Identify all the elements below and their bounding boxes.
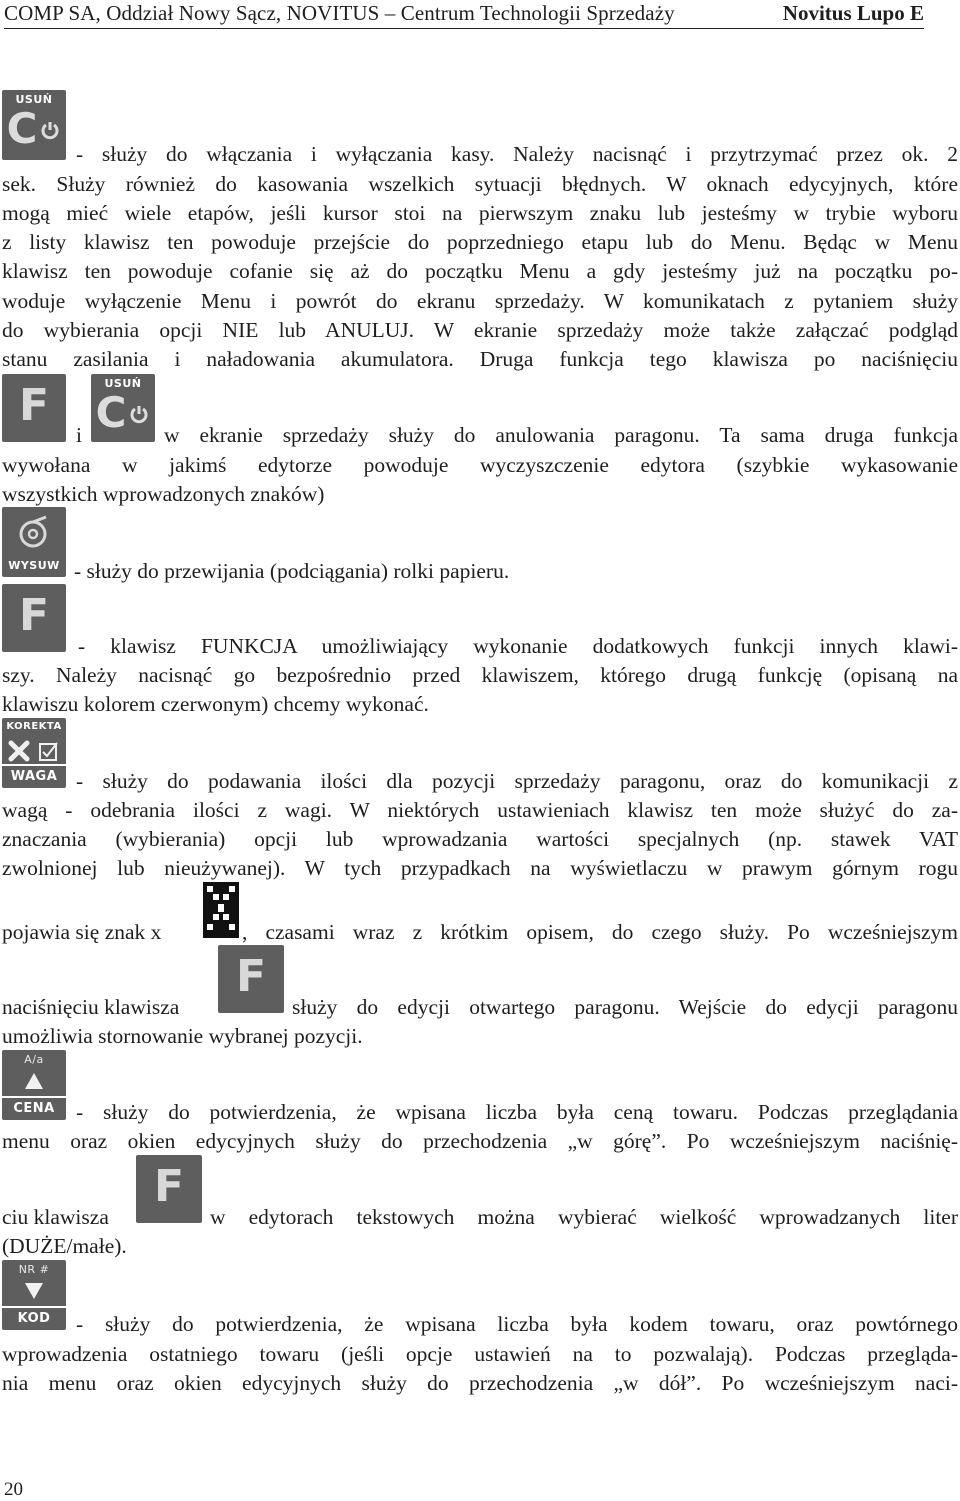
- usun-text-line-3: mogą mieć wiele etapów, jeśli kursor stoi na pierwszym znaku lub jesteśmy w trybie wyboru: [2, 201, 958, 225]
- power-icon: [40, 120, 60, 140]
- cena-text-line-1: - służy do potwierdzenia, że wpisana liczba była ceną towaru. Podczas przeglądania: [76, 1100, 958, 1124]
- waga-end: umożliwia stornowanie wybranej pozycji.: [2, 1024, 363, 1048]
- kod-key-label: KOD: [17, 1311, 51, 1326]
- waga-key: [2, 718, 66, 788]
- funkcja-text-line-1: - klawisz FUNKCJA umożliwiający wykonanie dodatkowych funkcji innych klawi-: [78, 634, 958, 658]
- usun-text-line-7: do wybierania opcji NIE lub ANULUJ. W ekranie sprzedaży może także załączać podgląd: [2, 318, 958, 342]
- kod-text-line-2: wprowadzenia ostatniego towaru (jeśli opcje ustawień na to pozwalają). Podczas przegląda-: [2, 1342, 958, 1366]
- usun-key-inline: [91, 374, 155, 442]
- cena-end: (DUŻE/małe).: [2, 1234, 127, 1258]
- function-key-letter: F: [153, 1161, 185, 1212]
- usun-text-line-2: sek. Służy również do kasowania wszelkich sytuacji błędnych. W oknach edycyjnych, które: [2, 172, 958, 196]
- kod-key-top-label: NR #: [18, 1263, 50, 1276]
- kod-text-line-3: nia menu oraz okien edycyjnych służy do przechodzenia „w dół”. Po wcześniejszym naci-: [2, 1371, 958, 1395]
- waga-x-after: , czasami wraz z krótkim opisem, do czego służy. Po wcześniejszym: [242, 920, 958, 944]
- header-company: COMP SA, Oddział Nowy Sącz, NOVITUS – Centrum Technologii Sprzedaży: [4, 1, 675, 25]
- cena-key-top-label: A/a: [24, 1053, 44, 1066]
- cena-f-before: ciu klawisza: [2, 1205, 109, 1229]
- funkcja-text-line-2: szy. Należy nacisnąć go bezpośrednio przed klawiszem, którego drugą funkcję (opisaną na: [2, 663, 958, 687]
- usun-cont-line-1: w ekranie sprzedaży służy do anulowania paragonu. Ta sama druga funkcja: [164, 423, 958, 447]
- korekta-key-label: KOREKTA: [6, 721, 62, 732]
- page-header: [4, 0, 924, 29]
- down-arrow-icon: [24, 1282, 44, 1300]
- cross-icon: [8, 740, 30, 762]
- usun-text-line-6: woduje wyłączenie Menu i powrót do ekranu sprzedaży. W komunikatach z pytaniem służy: [2, 289, 958, 313]
- kod-text-line-1: - służy do potwierdzenia, że wpisana liczba była kodem towaru, oraz powtórnego: [76, 1312, 958, 1336]
- usun-text-line-8: stanu zasilania i naładowania akumulatora. Druga funkcja tego klawisza po naciśnięciu: [2, 347, 958, 371]
- waga-x-before: pojawia się znak x: [2, 920, 162, 944]
- function-key: [2, 584, 66, 652]
- cena-text-line-2: menu oraz okien edycyjnych służy do przechodzenia „w górę”. Po wcześniejszym naciśnię-: [2, 1129, 958, 1153]
- power-icon: [129, 404, 149, 424]
- waga-text-line-3: znaczania (wybierania) opcji lub wprowadzania wartości specjalnych (np. stawek VAT: [2, 827, 958, 851]
- waga-text-line-1: - służy do podawania ilości dla pozycji sprzedaży paragonu, oraz do komunikacji z: [76, 769, 958, 793]
- usun-cont-line-3: wszystkich wprowadzonych znaków): [2, 482, 325, 506]
- waga-f-before: naciśnięciu klawisza: [2, 995, 180, 1019]
- usun-conjunction: i: [76, 423, 82, 447]
- function-key-letter: F: [18, 380, 50, 431]
- kod-key: [2, 1260, 66, 1330]
- usun-key-inline-label: USUŃ: [104, 377, 142, 390]
- wysuw-text: - służy do przewijania (podciągania) rolki papieru.: [74, 559, 510, 583]
- usun-key: [2, 90, 66, 160]
- paper-roll-icon: [16, 515, 50, 549]
- wysuw-key-label: WYSUW: [8, 559, 60, 572]
- up-arrow-icon: [24, 1072, 44, 1090]
- function-key: [2, 374, 66, 442]
- usun-key-letter: C: [6, 104, 38, 153]
- waga-f-after: służy do edycji otwartego paragonu. Wejście do edycji paragonu: [292, 995, 958, 1019]
- usun-key-label: USUŃ: [15, 93, 53, 106]
- cena-key-label: CENA: [13, 1101, 55, 1116]
- header-model: Novitus Lupo E: [782, 1, 924, 25]
- cena-f-after: w edytorach tekstowych można wybierać wielkość wprowadzanych liter: [210, 1205, 958, 1229]
- usun-cont-line-2: wywołana w jakimś edytorze powoduje wyczyszczenie edytora (szybkie wykasowanie: [2, 453, 958, 477]
- x-symbol-icon: [203, 882, 239, 938]
- waga-text-line-4: zwolnionej lub nieużywanej). W tych przypadkach na wyświetlaczu w prawym górnym rogu: [2, 856, 958, 880]
- waga-key-label: WAGA: [10, 769, 58, 784]
- function-key-letter: F: [235, 951, 267, 1002]
- funkcja-text-line-3: klawiszu kolorem czerwonym) chcemy wykonać.: [2, 692, 429, 716]
- usun-text-line-5: klawisz ten powoduje cofanie się aż do początku Menu a gdy jesteśmy już na początku po-: [2, 259, 958, 283]
- checkbox-icon: [38, 740, 60, 762]
- usun-key-inline-letter: C: [95, 388, 127, 437]
- function-key: [136, 1155, 202, 1223]
- function-key-letter: F: [18, 590, 50, 641]
- usun-text-line-1: - służy do włączania i wyłączania kasy. Należy nacisnąć i przytrzymać przez ok. 2: [76, 142, 958, 166]
- cena-key: [2, 1050, 66, 1120]
- function-key: [218, 945, 284, 1013]
- usun-text-line-4: z listy klawisz ten powoduje przejście do poprzedniego etapu lub do Menu. Będąc w Menu: [2, 230, 958, 254]
- waga-text-line-2: wagą - odebrania ilości z wagi. W niektórych ustawieniach klawisz ten może służyć do za-: [2, 798, 958, 822]
- wysuw-key: [2, 507, 66, 577]
- page-number: 20: [4, 1479, 23, 1500]
